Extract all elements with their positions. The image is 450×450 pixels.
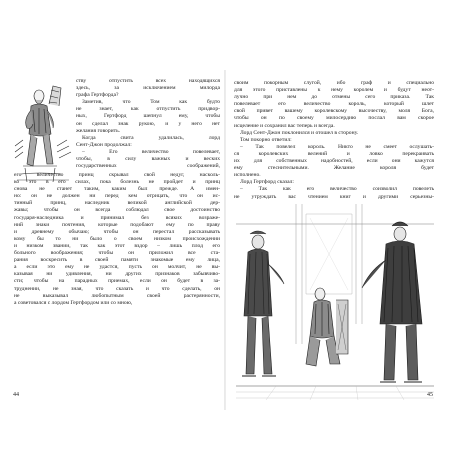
- text-line: – Его величество повелевает,: [82, 148, 220, 155]
- text-line: труднении, не зная, что сказать и что сделать, он: [14, 285, 220, 292]
- text-line: Лорд Гертфорд сказал:: [240, 179, 294, 186]
- text-line: здесь, за исключением милорда: [76, 85, 220, 92]
- text-line: ко это в его силах, пока болезнь не пройдет и принц: [14, 179, 220, 186]
- text-line: Том покорно ответил:: [240, 136, 292, 143]
- text-line: свой привет вашему королевскому высочеству, моля Бога,: [234, 108, 434, 115]
- text-line: их для собственных надобностей, если они кажутся: [234, 158, 434, 165]
- text-line: Лорд Сент-Джон поклонился и отошел в сторону.: [240, 129, 359, 136]
- text-line: государственных соображений,: [76, 163, 220, 170]
- text-line: желания говорить.: [76, 127, 121, 134]
- text-line: Сент-Джон продолжал:: [76, 141, 132, 148]
- left-full-text: [14, 172, 220, 307]
- left-page: [12, 72, 222, 402]
- text-line: не выказывал любопытным своей растерянности,: [14, 292, 220, 299]
- left-illustration: [13, 76, 73, 184]
- text-line: кому бы то ни было о своем низком происхождении: [14, 235, 220, 242]
- text-line: и низком звании, так как этот вздор – лишь плод его: [14, 242, 220, 249]
- text-line: исполнено.: [234, 172, 261, 179]
- text-line: исцеление и сохранил вас теперь и всегда.: [234, 122, 335, 129]
- text-line: тинный принц, наследник великой английской дер-: [14, 200, 220, 207]
- text-line: а если это ему не удастся, пусть он молчит, не вы-: [14, 264, 220, 271]
- text-line: Когда свита удалилась, лорд: [82, 134, 220, 141]
- text-line: жавы; чтобы он всегда соблюдал свое достоинство: [14, 207, 220, 214]
- text-line: своим покорным слугой, ибо граф и специально: [234, 80, 434, 86]
- text-line: он сделал знак рукою, и у него нет: [76, 120, 220, 127]
- text-line: больного воображения; чтобы он приложил все ста-: [14, 250, 220, 257]
- text-line: ных, Гертфорд шепнул ему, чтобы: [76, 113, 220, 120]
- text-line: а советовался с лордом Гертфордом или со мною,: [14, 299, 133, 306]
- text-line: снова не станет таким, каким был прежде. А имен-: [14, 186, 220, 193]
- text-line: чтобы, в силу важных и веских: [76, 156, 220, 163]
- left-page-number: 44: [13, 392, 19, 398]
- text-line: для этого приставлены к нему королем и будут неот-: [234, 87, 434, 94]
- text-line: и древнему обычаю; чтобы он перестал рассказывать: [14, 228, 220, 235]
- right-page-number: 45: [427, 392, 433, 398]
- text-line: его величество принц скрывал свой недуг, насколь-: [14, 172, 220, 178]
- text-line: ний знаки почтения, которые подобают ему по праву: [14, 221, 220, 228]
- page-gutter: [224, 70, 226, 410]
- right-illustration: [236, 204, 434, 400]
- right-text: [234, 80, 434, 201]
- text-line: не утруждать вас чтением книг и другими серьезны-: [234, 193, 434, 200]
- text-line: ству отпустить всех находящихся: [76, 78, 220, 84]
- text-line: графа Гертфорда?: [76, 92, 119, 99]
- text-line: Заметив, что Том как будто: [82, 99, 220, 106]
- left-wrap-text: [76, 78, 220, 170]
- text-line: лучно при нем до отмены сего приказа. Так: [234, 94, 434, 101]
- text-line: но: он не должен ни перед кем отрицать, что он ис-: [14, 193, 220, 200]
- text-line: ему стеснительными. Желание короля будет: [234, 165, 434, 172]
- right-page: [228, 72, 438, 402]
- text-line: не знает, как отпустить придвор-: [76, 106, 220, 113]
- text-line: – Так как его величество соизволил повелеть: [240, 186, 434, 193]
- text-line: ся королевских велений и ловко перекраивать: [234, 150, 434, 157]
- text-line: чтобы он по своему милосердию послал вам скорое: [234, 115, 434, 122]
- text-line: казывая ни удивления, ни других признаков забывчиво-: [14, 271, 220, 278]
- text-line: – Так повелел король. Никто не смеет ослушать-: [240, 143, 434, 150]
- text-line: рания воскресить в своей памяти знакомые ему лица,: [14, 257, 220, 264]
- text-line: государя-наследника и принимал без всяких возраже-: [14, 214, 220, 221]
- text-line: сти; чтобы на парадных приемах, если он будет в за-: [14, 278, 220, 285]
- text-line: повелевает его величество король, который шлет: [234, 101, 434, 108]
